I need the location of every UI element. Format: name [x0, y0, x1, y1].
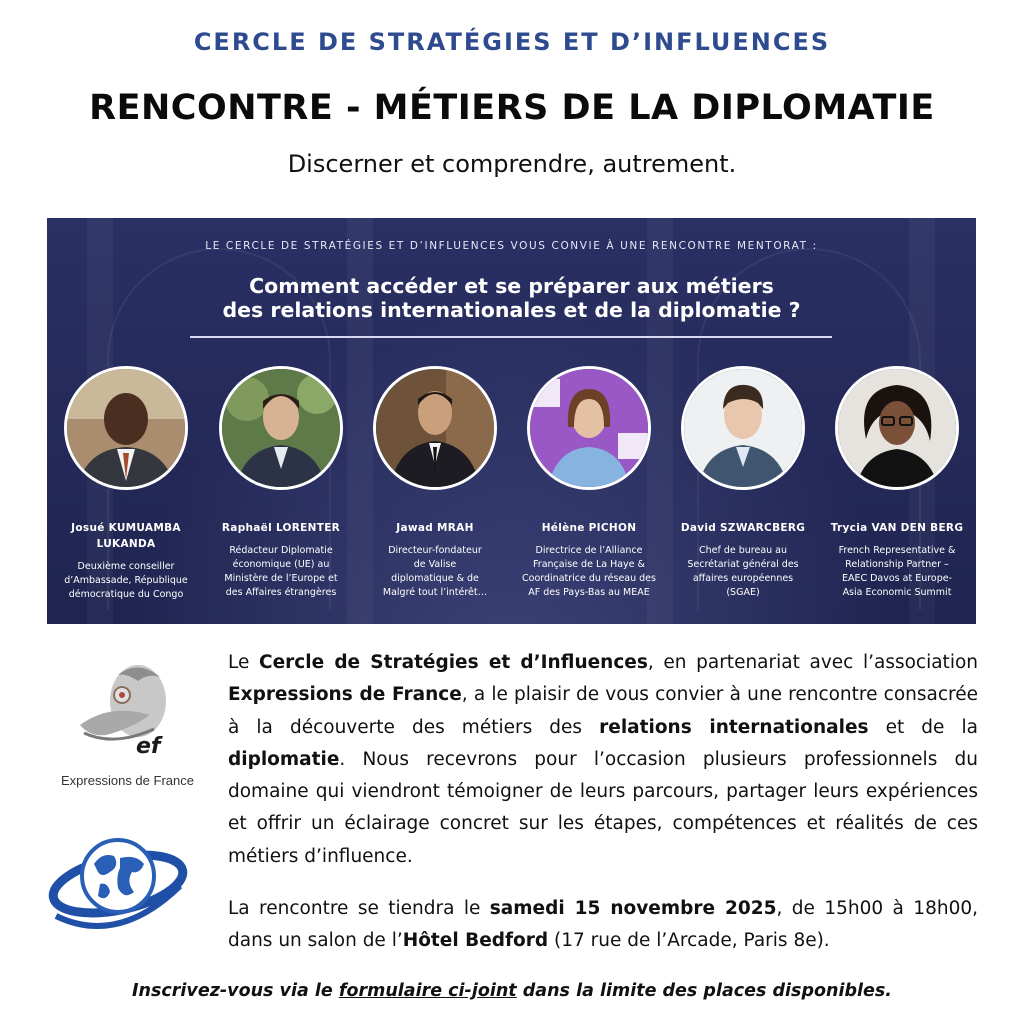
organization-title: CERCLE DE STRATÉGIES ET D’INFLUENCES — [193, 28, 831, 56]
page-title: RENCONTRE - MÉTIERS DE LA DIPLOMATIE — [89, 88, 935, 128]
banner-question-line: des relations internationales et de la diplomatie ? — [222, 298, 801, 322]
speaker-role — [667, 544, 819, 600]
speaker-portrait-icon — [376, 369, 494, 487]
speaker-role-line: EAEC Davos at Europe- — [841, 573, 953, 584]
speaker-role-line: Rédacteur Diplomatie — [229, 545, 333, 556]
text-run: Le — [228, 652, 260, 673]
speaker-role-line: Relationship Partner – — [845, 559, 949, 570]
speaker-role-line: Directeur-fondateur — [388, 545, 482, 556]
speaker-role — [50, 560, 202, 602]
speaker-role-line: affaires européennes — [692, 573, 794, 584]
text-run: et de la — [868, 716, 978, 738]
speaker-role-line: AF des Pays-Bas au MEAE — [528, 587, 650, 598]
ef-monogram: ef — [136, 734, 161, 759]
speaker-role-line: économique (UE) au — [232, 559, 330, 570]
speaker-card — [50, 366, 202, 602]
event-date: samedi 15 novembre 2025 — [489, 898, 777, 919]
speaker-name-line: Josué KUMUAMBA — [71, 522, 181, 534]
text-run: La rencontre se tiendra le — [228, 898, 490, 919]
speaker-portrait-icon — [684, 369, 802, 487]
banner-question-line: Comment accéder et se préparer aux métiers — [249, 274, 774, 298]
bold-partner-name: Expressions de France — [228, 684, 462, 706]
speaker-role-line: démocratique du Congo — [68, 589, 184, 600]
speaker-name — [50, 520, 202, 552]
speaker-photo — [527, 366, 651, 490]
speaker-portrait-icon — [530, 369, 648, 487]
speaker-role — [821, 544, 973, 600]
speaker-role — [359, 544, 511, 600]
speaker-card — [667, 366, 819, 600]
speaker-name — [205, 520, 357, 536]
invitation-paragraph — [228, 647, 978, 873]
speaker-name — [359, 520, 511, 536]
text-run: (17 rue de l’Arcade, Paris 8e). — [548, 930, 830, 951]
speaker-card — [513, 366, 665, 600]
speaker-name — [667, 520, 819, 536]
speaker-role-line: de Valise — [413, 559, 457, 570]
event-venue: Hôtel Bedford — [402, 930, 549, 951]
speaker-role-line: French Representative & — [838, 545, 956, 556]
speaker-role — [205, 544, 357, 600]
speaker-name — [513, 520, 665, 536]
speaker-name — [821, 520, 973, 536]
bold-org-name: Cercle de Stratégies et d’Influences — [259, 652, 648, 673]
speaker-card — [359, 366, 511, 600]
speaker-role-line: Directrice de l’Alliance — [535, 545, 643, 556]
bold-topic: relations internationales — [599, 716, 869, 738]
speaker-role-line: Française de La Haye & — [533, 559, 645, 570]
speaker-photo — [219, 366, 343, 490]
registration-call-to-action — [0, 981, 1024, 1001]
speaker-name-line: Hélène PICHON — [541, 522, 637, 534]
text-run: Inscrivez-vous via le — [132, 981, 339, 1001]
speaker-role-line: des Affaires étrangères — [225, 587, 337, 598]
speaker-role-line: Chef de bureau au — [698, 545, 788, 556]
banner-question — [47, 274, 976, 322]
speaker-portrait-icon — [222, 369, 340, 487]
speaker-name-line: Raphaël LORENTER — [221, 522, 341, 534]
speaker-photo — [373, 366, 497, 490]
bold-topic: diplomatie — [228, 748, 340, 770]
text-run: dans la limite des places disponibles. — [516, 981, 892, 1001]
speaker-name-line: David SZWARCBERG — [680, 522, 806, 534]
speaker-name-line: Trycia VAN DEN BERG — [830, 522, 964, 534]
speaker-card — [205, 366, 357, 600]
speaker-role-line: Secrétariat général des — [687, 559, 799, 570]
speaker-card — [821, 366, 973, 600]
speaker-role-line: diplomatique & de — [391, 573, 479, 584]
speaker-role-line: Coordinatrice du réseau des — [522, 573, 656, 584]
banner-kicker: LE CERCLE DE STRATÉGIES ET D’INFLUENCES VOUS CONVIE À UNE RENCONTRE MENTORAT : — [205, 240, 818, 252]
speaker-role-line: Malgré tout l’intérêt… — [382, 587, 488, 598]
text-run: . Nous recevrons pour l’occasion plusieurs professionnels du domaine qui viendront témoigner de leurs parcours, partager leurs expériences et offrir un éclairage concret sur les étapes, compétences et réalités de ces métiers d’influence. — [228, 748, 978, 867]
registration-form-link[interactable]: formulaire ci-joint — [338, 981, 517, 1001]
text-run: , de 15h00 à 18h00, dans un salon de l’ — [228, 898, 978, 951]
text-run: , en partenariat avec l’association — [647, 652, 978, 673]
logo-caption: Expressions de France — [61, 773, 194, 788]
speaker-role-line: Asia Economic Summit — [842, 587, 952, 598]
speaker-role-line: Deuxième conseiller — [77, 561, 175, 572]
banner-divider — [190, 336, 832, 338]
speaker-photo — [64, 366, 188, 490]
speaker-name-line: LUKANDA — [96, 538, 156, 550]
speaker-portrait-icon — [67, 369, 185, 487]
event-details-paragraph — [228, 893, 978, 957]
event-banner — [47, 218, 976, 624]
speaker-photo — [681, 366, 805, 490]
text-run: , a le plaisir de vous convier à une rencontre consacrée à la découverte des métiers des — [228, 684, 978, 738]
speaker-role-line: Ministère de l’Europe et — [224, 573, 338, 584]
page-subtitle: Discerner et comprendre, autrement. — [287, 150, 737, 178]
speaker-role-line: d’Ambassade, République — [64, 575, 188, 586]
speaker-role-line: (SGAE) — [726, 587, 760, 598]
speaker-photo — [835, 366, 959, 490]
speaker-name-line: Jawad MRAH — [396, 522, 474, 534]
speaker-portrait-icon — [838, 369, 956, 487]
globe-logo-icon — [48, 826, 188, 938]
speaker-role — [513, 544, 665, 600]
